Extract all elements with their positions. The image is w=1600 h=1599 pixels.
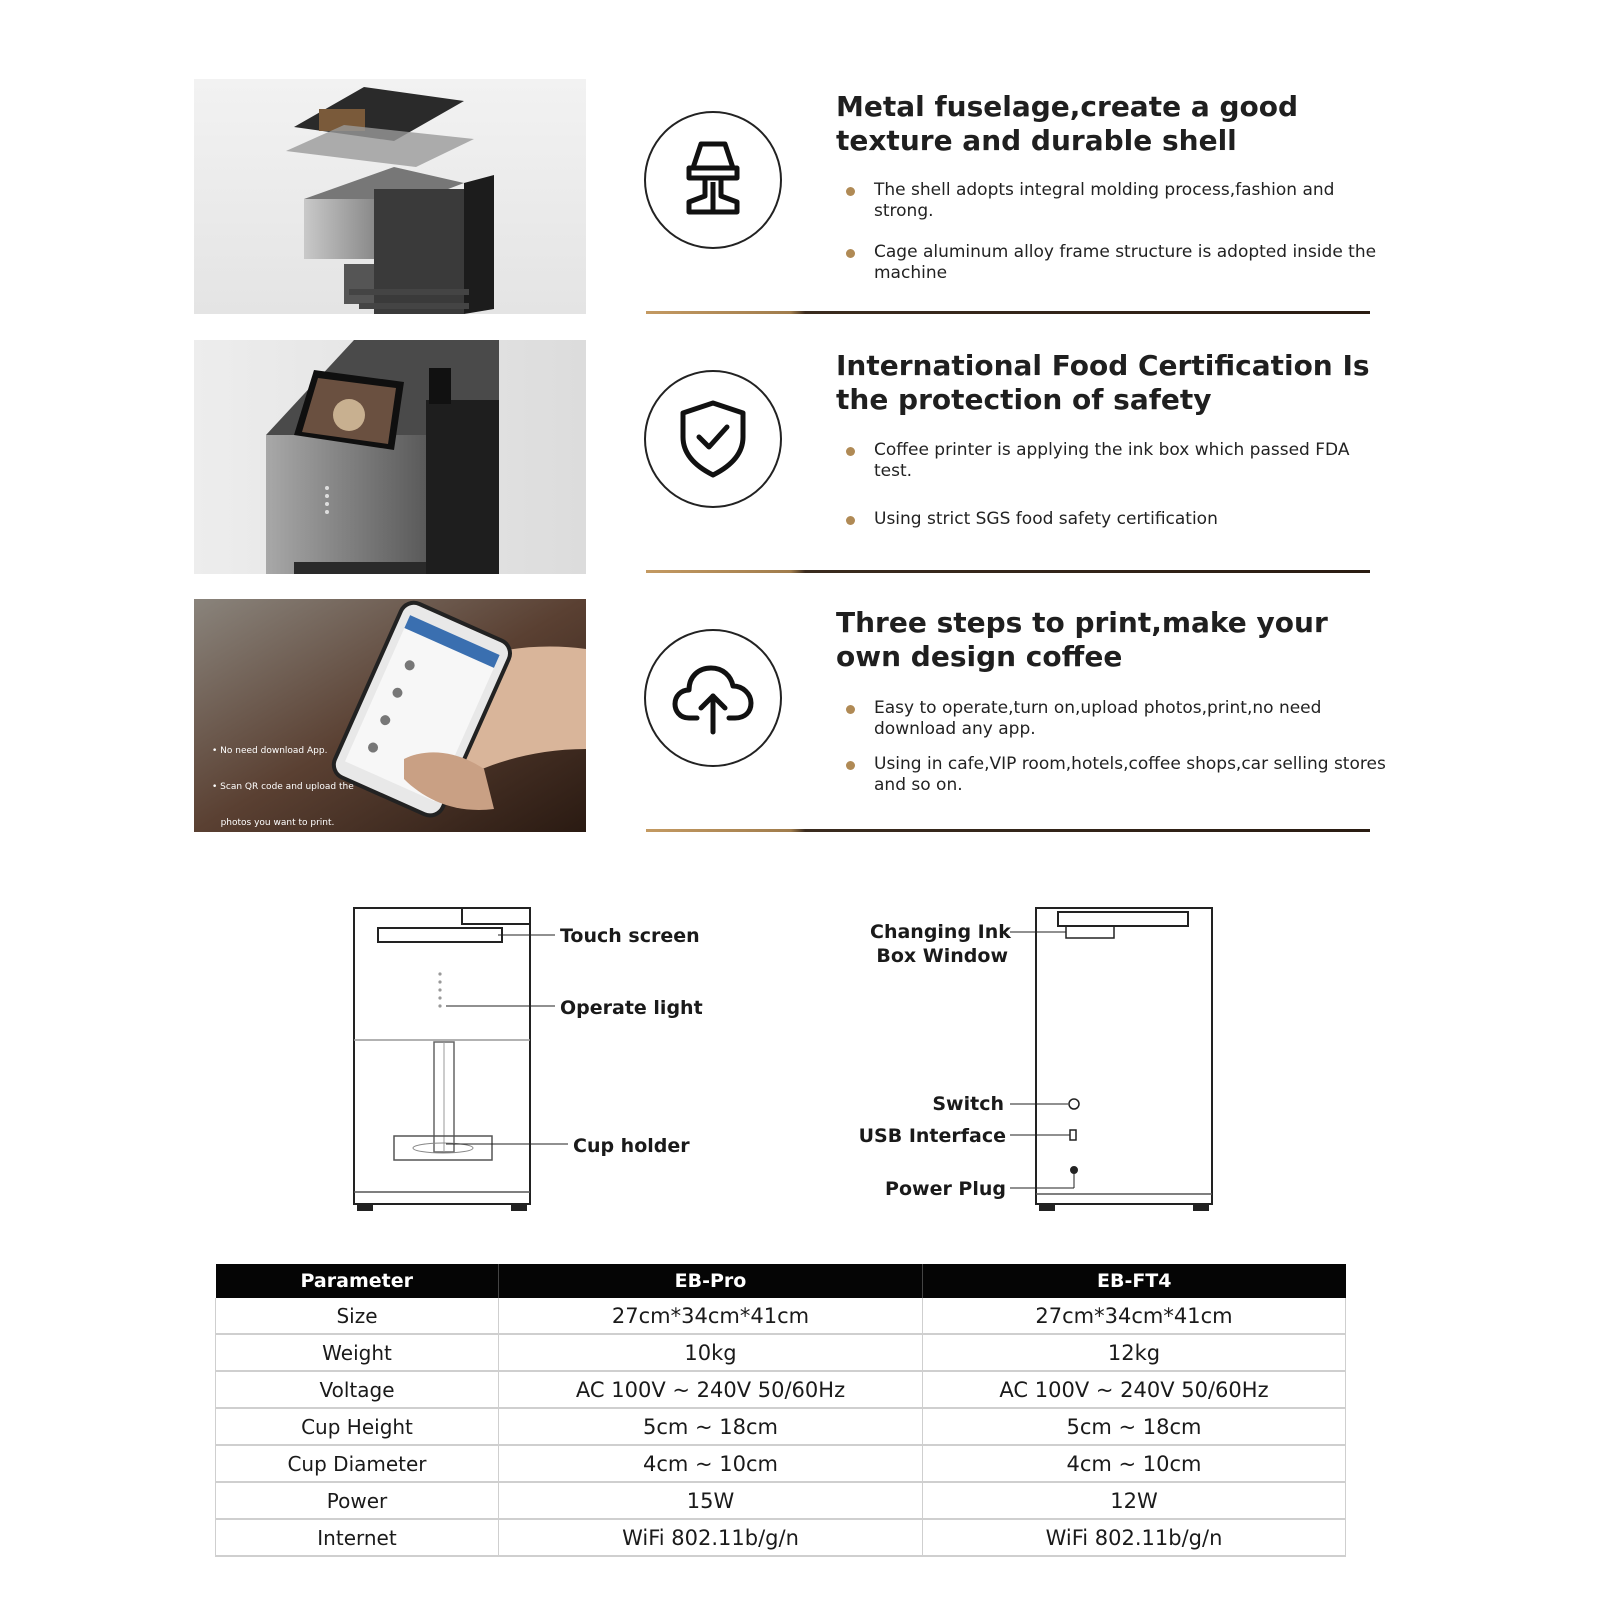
section-divider (646, 570, 1370, 573)
photo-note: • Scan QR code and upload the (212, 782, 354, 792)
table-header-cell: EB-FT4 (923, 1264, 1346, 1298)
back-view-diagram (1010, 904, 1220, 1214)
table-cell: Voltage (216, 1371, 499, 1408)
food-certification-icon-circle (644, 370, 782, 508)
table-cell: Weight (216, 1334, 499, 1371)
table-header-cell: Parameter (216, 1264, 499, 1298)
ink-window-label (870, 920, 1011, 968)
table-row (216, 1408, 1346, 1445)
list-item: Cage aluminum alloy frame structure is adopted inside the machine (846, 242, 1386, 284)
table-cell: Internet (216, 1519, 499, 1556)
list-item: Coffee printer is applying the ink box which passed FDA test. (846, 440, 1386, 482)
table-cell: WiFi 802.11b/g/n (923, 1519, 1346, 1556)
table-cell: 15W (499, 1482, 923, 1519)
usb-interface-label: USB Interface (858, 1125, 1006, 1147)
table-cell: 27cm*34cm*41cm (499, 1298, 923, 1334)
metal-shell-icon-circle (644, 111, 782, 249)
table-row (216, 1519, 1346, 1556)
table-cell: 10kg (499, 1334, 923, 1371)
list-item: Using strict SGS food safety certification (846, 509, 1386, 530)
list-item: Using in cafe,VIP room,hotels,coffee shops,car selling stores and so on. (846, 754, 1386, 796)
cloud-upload-icon (671, 656, 755, 740)
section-divider (646, 829, 1370, 832)
machine-touchscreen-photo (194, 340, 586, 574)
switch-label: Switch (932, 1093, 1004, 1115)
feature-title-metal-shell: Metal fuselage,create a good texture and durable shell (836, 90, 1299, 157)
feature-title-three-steps: Three steps to print,make your own design coffee (836, 606, 1328, 673)
table-cell: 5cm ~ 18cm (499, 1408, 923, 1445)
table-cell: Size (216, 1298, 499, 1334)
feature-bullets-three-steps (846, 698, 1386, 816)
table-cell: Power (216, 1482, 499, 1519)
three-steps-icon-circle (644, 629, 782, 767)
table-cell: AC 100V ~ 240V 50/60Hz (923, 1371, 1346, 1408)
table-row (216, 1298, 1346, 1334)
phone-app-photo (194, 599, 586, 864)
photo-note: • 20 seconds printing. (212, 854, 313, 864)
table-cell: 4cm ~ 10cm (499, 1445, 923, 1482)
table-row (216, 1482, 1346, 1519)
table-row (216, 1445, 1346, 1482)
table-cell: 12W (923, 1482, 1346, 1519)
table-cell: WiFi 802.11b/g/n (499, 1519, 923, 1556)
table-cell: 4cm ~ 10cm (923, 1445, 1346, 1482)
lamp-icon (671, 138, 755, 222)
cup-holder-label: Cup holder (573, 1135, 690, 1157)
section-divider (646, 311, 1370, 314)
feature-bullets-food-certification (846, 440, 1386, 550)
table-cell: AC 100V ~ 240V 50/60Hz (499, 1371, 923, 1408)
table-cell: Cup Height (216, 1408, 499, 1445)
photo-note: photos you want to print. (212, 818, 335, 828)
feature-bullets-metal-shell (846, 180, 1386, 304)
table-cell: 12kg (923, 1334, 1346, 1371)
ink-window-line1: Changing Ink (870, 921, 1011, 943)
table-row (216, 1371, 1346, 1408)
list-item: The shell adopts integral molding process,fashion and strong. (846, 180, 1386, 222)
table-cell: 5cm ~ 18cm (923, 1408, 1346, 1445)
exploded-machine-photo (194, 79, 586, 314)
table-cell: Cup Diameter (216, 1445, 499, 1482)
touch-screen-label: Touch screen (560, 925, 700, 947)
table-header-row (216, 1264, 1346, 1298)
phone-photo-notes (212, 721, 354, 889)
feature-title-food-certification: International Food Certification Is the protection of safety (836, 349, 1370, 416)
table-header-cell: EB-Pro (499, 1264, 923, 1298)
specification-table (215, 1264, 1346, 1557)
operate-light-label: Operate light (560, 997, 703, 1019)
table-cell: 27cm*34cm*41cm (923, 1298, 1346, 1334)
list-item: Easy to operate,turn on,upload photos,print,no need download any app. (846, 698, 1386, 740)
power-plug-label: Power Plug (885, 1178, 1006, 1200)
photo-note: • No need download App. (212, 746, 328, 756)
table-row (216, 1334, 1346, 1371)
ink-window-line2: Box Window (876, 945, 1008, 967)
shield-check-icon (671, 397, 755, 481)
front-view-diagram (350, 904, 690, 1214)
